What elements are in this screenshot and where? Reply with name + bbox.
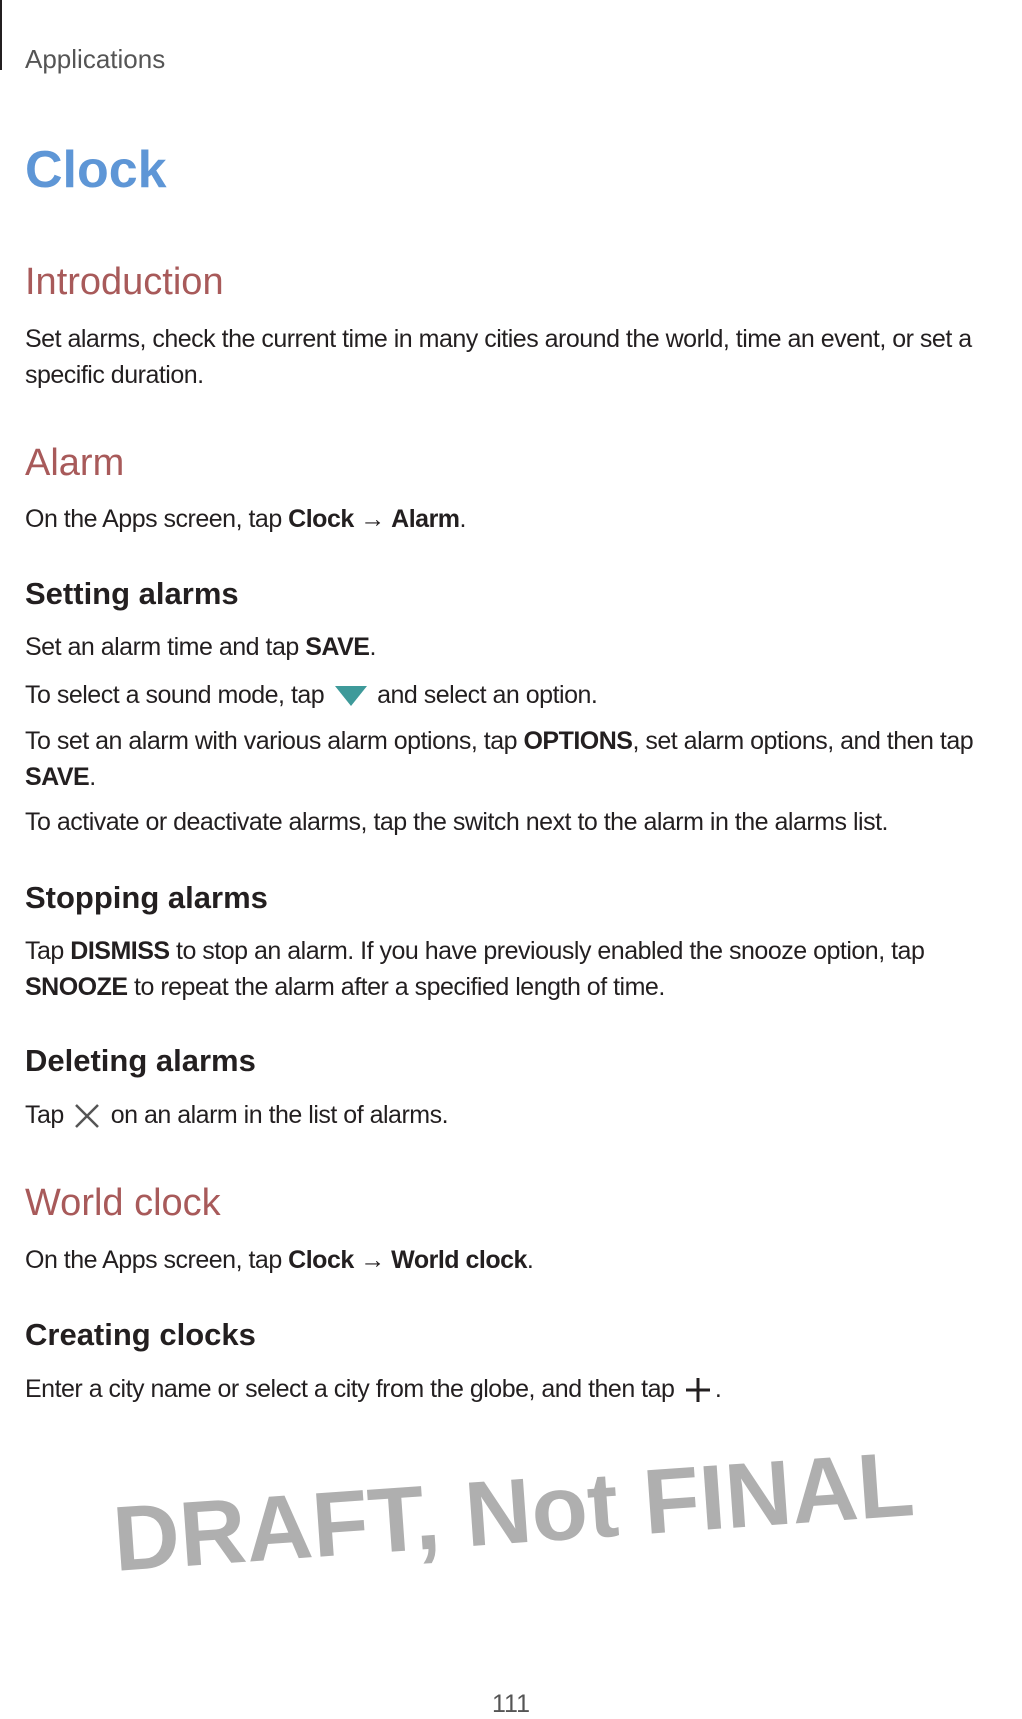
alarm-nav (25, 501, 1002, 537)
running-header: Applications (25, 44, 166, 74)
bold-dismiss: DISMISS (70, 937, 170, 965)
world-nav (25, 1242, 1002, 1278)
text: Tap (25, 937, 71, 965)
text: . (526, 1246, 534, 1274)
heading-deleting-alarms: Deleting alarms (25, 1043, 256, 1078)
dropdown-triangle-icon (335, 686, 367, 706)
text: and select an option. (377, 681, 598, 709)
text: To select a sound mode, tap (25, 681, 325, 709)
heading-setting-alarms: Setting alarms (25, 576, 239, 611)
setting-line-3 (25, 727, 973, 755)
intro-line-1: Set alarms, check the current time in many cities around the world, time an event, or set a (25, 325, 972, 353)
text: On the Apps screen, tap (25, 505, 289, 533)
draft-watermark: DRAFT, Not FINAL (109, 1433, 918, 1591)
creating-line (25, 1371, 1002, 1407)
text: . (459, 505, 466, 533)
bold-save: SAVE (305, 633, 370, 661)
text: on an alarm in the list of alarms. (110, 1101, 449, 1129)
bold-snooze: SNOOZE (25, 973, 128, 1001)
text: Enter a city name or select a city from the globe, and then tap (25, 1375, 675, 1403)
margin-bar (0, 0, 2, 70)
setting-line-2 (25, 677, 1002, 713)
heading-stopping-alarms: Stopping alarms (25, 880, 268, 915)
text: to repeat the alarm after a specified length of time. (127, 973, 665, 1001)
page-body (25, 259, 1002, 1591)
text: . (714, 1375, 722, 1403)
text: On the Apps screen, tap (25, 1246, 289, 1274)
text: . (369, 633, 376, 661)
plus-icon (683, 1375, 713, 1405)
setting-line-5: To activate or deactivate alarms, tap the switch next to the alarm in the alarms list. (25, 808, 888, 836)
heading-world-clock-text: World clock (25, 1182, 221, 1224)
arrow: → (353, 1246, 392, 1274)
arrow: → (353, 505, 392, 533)
intro-paragraph (25, 321, 1002, 393)
stopping-line-1 (25, 937, 924, 965)
bold-options: OPTIONS (523, 727, 633, 755)
setting-options-paragraph (25, 723, 1002, 795)
text: . (89, 763, 96, 791)
close-x-icon (72, 1101, 102, 1131)
bold-clock: Clock (288, 1246, 354, 1274)
stopping-paragraph (25, 933, 1002, 1005)
page-number: 111 (491, 1690, 530, 1718)
heading-creating-clocks: Creating clocks (25, 1317, 256, 1352)
text: Set an alarm time and tap (25, 633, 306, 661)
setting-line-1 (25, 629, 1002, 665)
stopping-line-2 (25, 973, 665, 1001)
deleting-line (25, 1097, 1002, 1133)
bold-save: SAVE (25, 763, 90, 791)
title-text: Clock (25, 141, 167, 199)
text: To set an alarm with various alarm options, tap (25, 727, 524, 755)
bold-world-clock: World clock (391, 1246, 527, 1274)
text: Tap (25, 1101, 64, 1129)
heading-introduction: Introduction (25, 261, 224, 303)
heading-alarm (25, 440, 1002, 486)
setting-line-4 (25, 763, 96, 791)
bold-clock: Clock (288, 505, 354, 533)
text: to stop an alarm. If you have previously enabled the snooze option, tap (169, 937, 925, 965)
heading-alarm-text: Alarm (25, 442, 125, 484)
bold-alarm: Alarm (391, 505, 460, 533)
text: , set alarm options, and then tap (632, 727, 974, 755)
intro-line-2: specific duration. (25, 361, 204, 389)
heading-world-clock (25, 1180, 1002, 1226)
page-title (25, 140, 167, 200)
